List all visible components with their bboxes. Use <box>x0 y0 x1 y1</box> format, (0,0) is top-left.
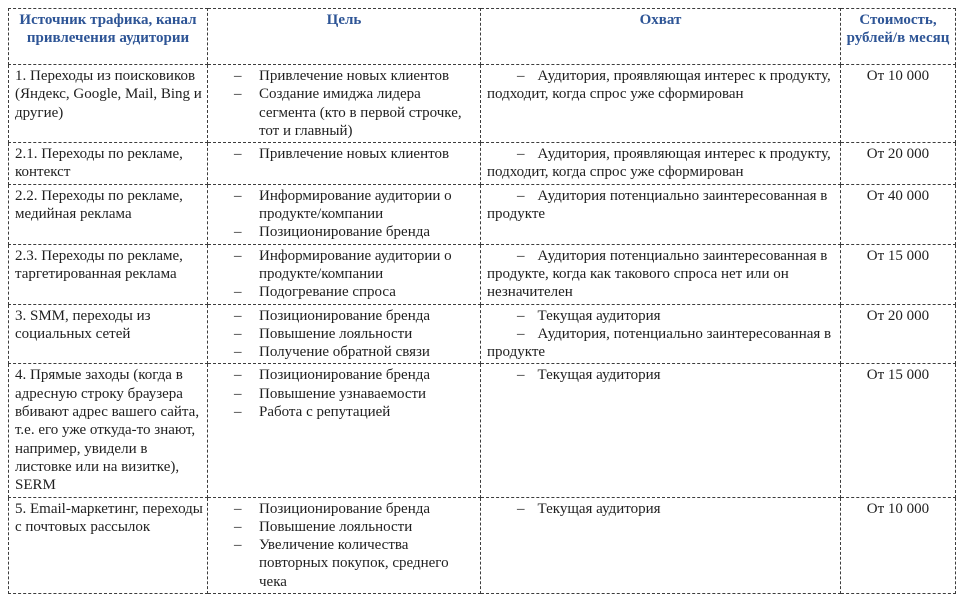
table-body <box>9 65 956 594</box>
reach-text: Текущая аудитория <box>537 500 661 517</box>
goal-cell <box>208 497 481 593</box>
reach-list-item <box>487 325 834 362</box>
dash-marker: – <box>517 68 525 84</box>
reach-list-item <box>487 247 834 302</box>
source-cell: 2.1. Переходы по рекламе, контекст <box>9 143 208 185</box>
goal-text: Привлечение новых клиентов <box>259 146 450 163</box>
goal-list-item <box>214 223 474 241</box>
goal-text: Подогревание спроса <box>259 284 396 301</box>
dash-marker: – <box>234 146 242 163</box>
reach-text: Аудитория потенциально заинтересованная в продукте, когда как такового спроса нет или он незначителен <box>487 247 828 301</box>
dash-marker: – <box>234 344 242 361</box>
reach-cell <box>481 497 841 593</box>
goal-list-item <box>214 307 474 325</box>
reach-list-item <box>487 145 834 182</box>
dash-marker: – <box>517 307 525 324</box>
dash-marker: – <box>234 385 242 402</box>
table-row <box>9 304 956 364</box>
goal-list-item <box>214 536 474 591</box>
goal-list-item <box>214 283 474 301</box>
reach-cell <box>481 184 841 244</box>
table-row <box>9 65 956 143</box>
goal-list-item <box>214 145 474 163</box>
source-cell: 1. Переходы из поисковиков (Яндекс, Google, Mail, Bing и другие) <box>9 65 208 143</box>
cost-cell: От 40 000 <box>841 184 956 244</box>
reach-cell <box>481 244 841 304</box>
column-header-cost: Стоимость, рублей/в месяц <box>841 9 956 65</box>
goal-text: Информирование аудитории о продукте/компании <box>259 247 452 282</box>
cost-cell: От 15 000 <box>841 364 956 497</box>
reach-list-item <box>487 366 834 384</box>
reach-list-item <box>487 307 834 325</box>
dash-marker: – <box>517 325 525 342</box>
goal-cell <box>208 364 481 497</box>
goal-list-item <box>214 85 474 140</box>
goal-cell <box>208 143 481 185</box>
goal-list-item <box>214 325 474 343</box>
table-row <box>9 143 956 185</box>
goal-text: Позиционирование бренда <box>259 367 431 384</box>
reach-text: Аудитория потенциально заинтересованная в продукте <box>487 187 828 223</box>
goal-text: Информирование аудитории о продукте/компании <box>259 187 452 223</box>
dash-marker: – <box>234 247 242 264</box>
goal-cell <box>208 304 481 364</box>
dash-marker: – <box>234 537 242 554</box>
goal-cell <box>208 244 481 304</box>
goal-text: Привлечение новых клиентов <box>259 68 450 84</box>
table-header <box>9 9 956 65</box>
reach-text: Аудитория, потенциально заинтересованная в продукте <box>487 325 832 361</box>
dash-marker: – <box>234 284 242 301</box>
dash-marker: – <box>234 224 242 241</box>
dash-marker: – <box>234 518 242 535</box>
goal-list-item <box>214 343 474 361</box>
goal-text: Повышение узнаваемости <box>259 385 427 402</box>
cost-cell: От 10 000 <box>841 65 956 143</box>
traffic-sources-table <box>8 8 956 594</box>
goal-list-item <box>214 403 474 421</box>
reach-text: Текущая аудитория <box>537 367 661 384</box>
goal-list-item <box>214 385 474 403</box>
column-header-goal: Цель <box>208 9 481 65</box>
dash-marker: – <box>517 146 525 163</box>
source-cell: 5. Email-маркетинг, переходы с почтовых рассылок <box>9 497 208 593</box>
reach-list-item <box>487 500 834 518</box>
dash-marker: – <box>517 367 525 384</box>
table-row <box>9 497 956 593</box>
cost-cell: От 20 000 <box>841 304 956 364</box>
dash-marker: – <box>234 187 242 204</box>
reach-list-item <box>487 67 834 104</box>
goal-text: Позиционирование бренда <box>259 307 431 324</box>
table-row <box>9 184 956 244</box>
source-cell: 2.2. Переходы по рекламе, медийная реклама <box>9 184 208 244</box>
goal-text: Позиционирование бренда <box>259 500 431 517</box>
reach-cell <box>481 143 841 185</box>
reach-cell <box>481 364 841 497</box>
dash-marker: – <box>234 68 242 84</box>
dash-marker: – <box>234 325 242 342</box>
dash-marker: – <box>517 187 525 204</box>
goal-text: Создание имиджа лидера сегмента (кто в первой строчке, тот и главный) <box>259 86 462 139</box>
reach-text: Аудитория, проявляющая интерес к продукту, подходит, когда спрос уже сформирован <box>487 68 831 103</box>
cost-cell: От 10 000 <box>841 497 956 593</box>
reach-cell <box>481 304 841 364</box>
goal-list-item <box>214 500 474 518</box>
goal-text: Повышение лояльности <box>259 518 413 535</box>
reach-cell <box>481 65 841 143</box>
dash-marker: – <box>517 247 525 264</box>
table-row <box>9 364 956 497</box>
dash-marker: – <box>234 86 242 103</box>
goal-list-item <box>214 518 474 536</box>
source-cell: 2.3. Переходы по рекламе, таргетированная реклама <box>9 244 208 304</box>
goal-list-item <box>214 366 474 384</box>
source-cell: 4. Прямые заходы (когда в адресную строку браузера вбивают адрес вашего сайта, т.е. его уже откуда-то знают, например, увидели в листовке или на визитке), SERM <box>9 364 208 497</box>
goal-text: Увеличение количества повторных покупок, среднего чека <box>259 537 449 590</box>
reach-list-item <box>487 187 834 224</box>
dash-marker: – <box>517 500 525 517</box>
goal-cell <box>208 65 481 143</box>
header-row <box>9 9 956 65</box>
cost-cell: От 20 000 <box>841 143 956 185</box>
column-header-source: Источник трафика, канал привлечения аудитории <box>9 9 208 65</box>
source-cell: 3. SMM, переходы из социальных сетей <box>9 304 208 364</box>
goal-list-item <box>214 67 474 85</box>
reach-text: Аудитория, проявляющая интерес к продукту, подходит, когда спрос уже сформирован <box>487 146 831 181</box>
goal-list-item <box>214 247 474 284</box>
reach-text: Текущая аудитория <box>537 307 661 324</box>
cost-cell: От 15 000 <box>841 244 956 304</box>
goal-text: Позиционирование бренда <box>259 224 431 241</box>
table-row <box>9 244 956 304</box>
column-header-reach: Охват <box>481 9 841 65</box>
goal-text: Работа с репутацией <box>259 404 391 421</box>
dash-marker: – <box>234 367 242 384</box>
goal-text: Повышение лояльности <box>259 325 413 342</box>
dash-marker: – <box>234 307 242 324</box>
dash-marker: – <box>234 404 242 421</box>
goal-text: Получение обратной связи <box>259 344 430 361</box>
dash-marker: – <box>234 500 242 517</box>
goal-cell <box>208 184 481 244</box>
goal-list-item <box>214 187 474 224</box>
